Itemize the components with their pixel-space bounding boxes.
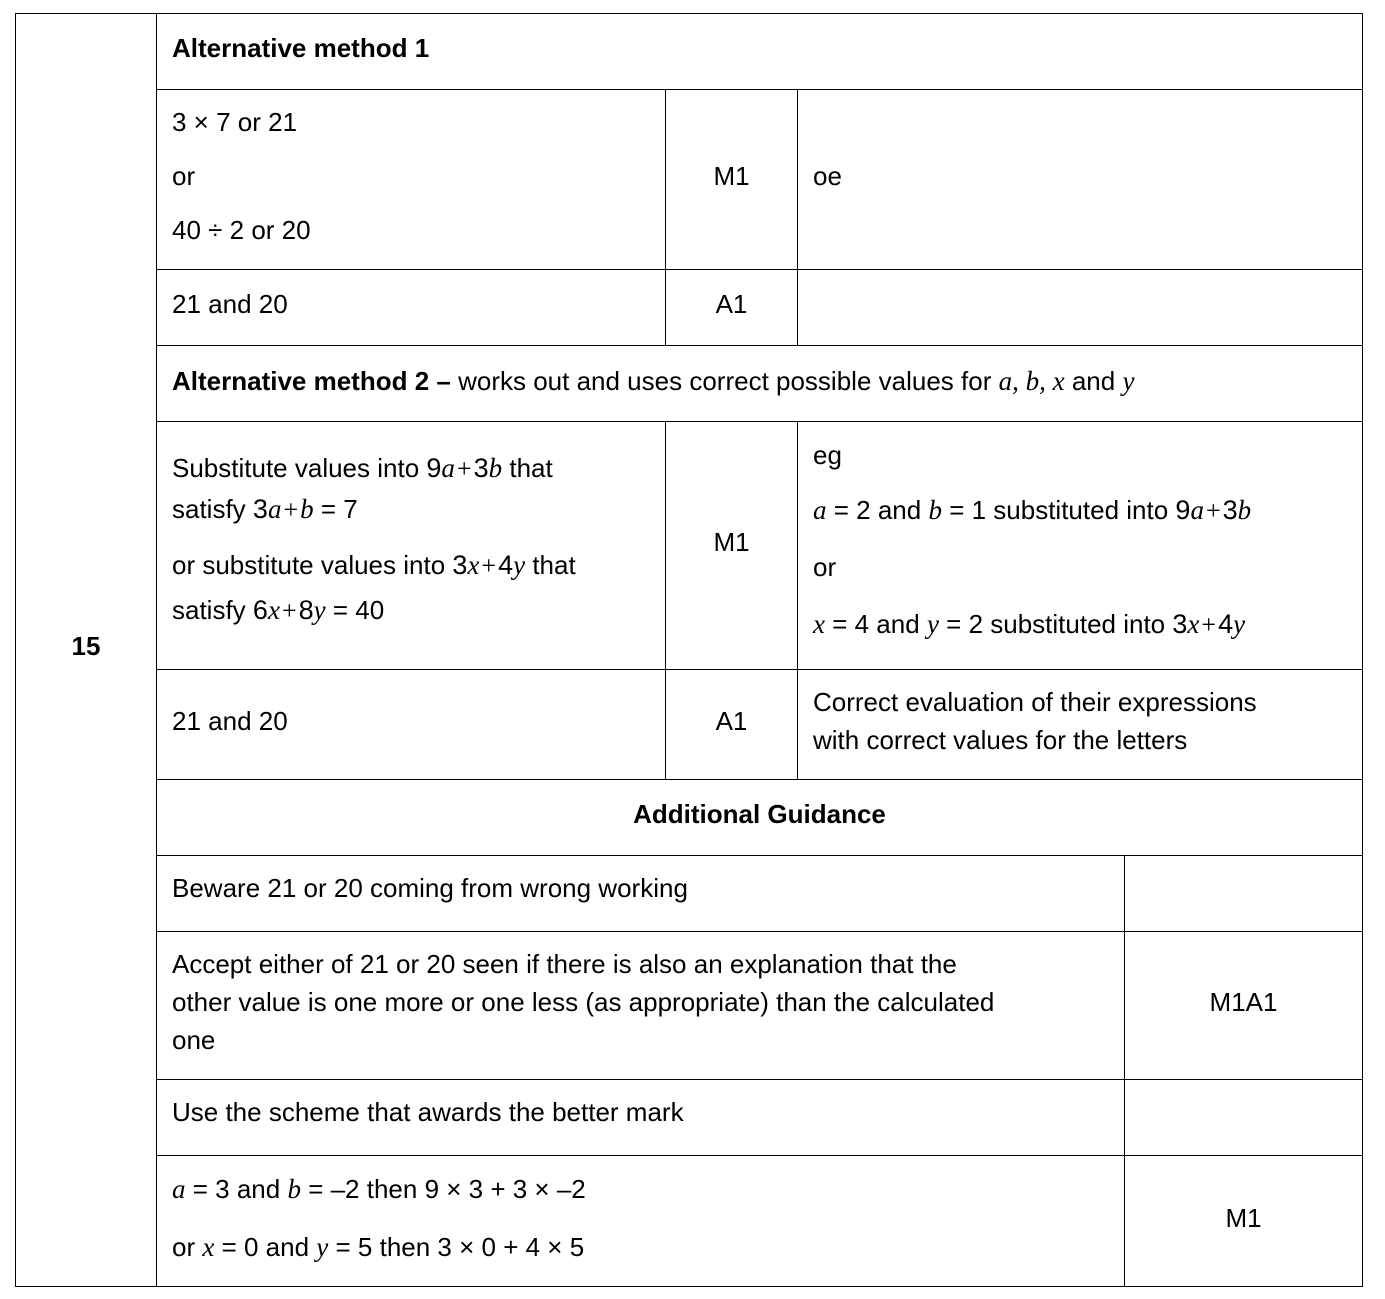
coef: 6 xyxy=(252,595,268,625)
text: = 3 and xyxy=(192,1174,281,1204)
row-divider xyxy=(156,779,1363,780)
text: = 7 xyxy=(320,494,358,524)
row-divider xyxy=(156,931,1363,932)
text: = –2 then 9 × 3 + 3 × –2 xyxy=(308,1174,586,1204)
guidance-text: Use the scheme that awards the better mark xyxy=(172,1097,684,1127)
method1-working xyxy=(172,212,311,250)
method2-working-line1 xyxy=(172,449,553,488)
plus-sign: + xyxy=(1205,496,1221,525)
var: y xyxy=(1233,609,1246,639)
var: a xyxy=(441,453,455,483)
var: a xyxy=(267,494,282,524)
table-border-right xyxy=(1362,13,1363,1287)
method2-comment-or: or xyxy=(813,552,837,582)
table-border-top xyxy=(15,13,1363,14)
row-divider xyxy=(156,1155,1363,1156)
method2-working-line4 xyxy=(172,591,384,630)
coef: 3 xyxy=(473,453,489,483)
column-divider xyxy=(156,13,157,1287)
method1-working xyxy=(172,104,297,142)
column-divider xyxy=(797,89,798,345)
question-number: 15 xyxy=(71,631,101,661)
var: b xyxy=(300,494,314,524)
method2-heading-last-var: y xyxy=(1122,366,1135,396)
text: = 1 substituted into xyxy=(949,495,1169,525)
var: x xyxy=(467,550,480,580)
method2-comment-line2 xyxy=(813,605,1245,644)
method1-working-line: or xyxy=(172,161,196,191)
row-divider xyxy=(156,669,1363,670)
var: b xyxy=(1237,495,1252,525)
text: that xyxy=(509,453,553,483)
text: Substitute values into xyxy=(172,453,420,483)
coef: 8 xyxy=(298,595,314,625)
method2-answer-comment-line1: Correct evaluation of their expressions xyxy=(813,687,1257,717)
var: x xyxy=(1187,609,1200,639)
column-divider xyxy=(797,421,798,779)
text: satisfy xyxy=(172,595,246,625)
coef: 4 xyxy=(1218,609,1234,639)
method2-heading xyxy=(172,362,1134,401)
var: x xyxy=(813,609,825,639)
var: y xyxy=(316,1232,329,1262)
guidance-example-line2 xyxy=(172,1228,584,1267)
var: b xyxy=(928,495,942,525)
method2-answer-mark: A1 xyxy=(715,706,748,736)
guidance-text-line1: Accept either of 21 or 20 seen if there is also an explanation that the xyxy=(172,949,957,979)
guidance-mark: M1A1 xyxy=(1209,987,1278,1017)
row-divider xyxy=(156,345,1363,346)
text: = 40 xyxy=(332,595,385,625)
var: x xyxy=(202,1232,215,1262)
plus-sign: + xyxy=(281,596,297,625)
guidance-example-line1 xyxy=(172,1170,586,1209)
plus-sign: + xyxy=(1201,610,1217,639)
guidance-text-line3: one xyxy=(172,1025,216,1055)
coef: 4 xyxy=(498,550,514,580)
row-divider xyxy=(156,855,1363,856)
method2-working-line2 xyxy=(172,490,358,529)
method2-comment-line1 xyxy=(813,491,1251,530)
plus-sign: + xyxy=(456,454,472,483)
text: = 2 substituted into xyxy=(946,609,1166,639)
method1-answer: 21 and 20 xyxy=(172,289,288,319)
method1-heading: Alternative method 1 xyxy=(172,33,430,63)
text: satisfy xyxy=(172,494,246,524)
var: a xyxy=(172,1174,186,1204)
method1-working-line: 3 × 7 or 21 xyxy=(172,107,298,137)
method1-mark: M1 xyxy=(713,161,750,191)
plus-sign: + xyxy=(283,495,299,524)
var: b xyxy=(488,453,503,483)
row-divider xyxy=(156,269,1363,270)
guidance-mark: M1 xyxy=(1225,1203,1262,1233)
text: or xyxy=(172,1232,196,1262)
var: b xyxy=(287,1174,301,1204)
method1-comment: oe xyxy=(813,161,842,191)
text: = 0 and xyxy=(221,1232,310,1262)
coef: 9 xyxy=(426,453,442,483)
table-border-bottom xyxy=(15,1286,1363,1287)
var: a xyxy=(813,495,827,525)
var: x xyxy=(267,595,280,625)
method2-heading-bold: Alternative method 2 – xyxy=(172,366,451,396)
row-divider xyxy=(156,421,1363,422)
method2-heading-and: and xyxy=(1071,366,1116,396)
plus-sign: + xyxy=(481,551,497,580)
method1-answer-mark: A1 xyxy=(715,289,748,319)
text: that xyxy=(532,550,576,580)
method2-answer-comment-line2: with correct values for the letters xyxy=(813,725,1188,755)
coef: 3 xyxy=(1222,495,1238,525)
text: = 5 then 3 × 0 + 4 × 5 xyxy=(335,1232,585,1262)
coef: 9 xyxy=(1175,495,1191,525)
var: y xyxy=(926,609,939,639)
method2-working-line3 xyxy=(172,546,576,585)
method2-heading-vars: a, b, x xyxy=(998,366,1065,396)
coef: 3 xyxy=(452,550,468,580)
row-divider xyxy=(156,1079,1363,1080)
guidance-heading: Additional Guidance xyxy=(633,799,886,829)
row-divider xyxy=(156,89,1363,90)
method2-comment-eg: eg xyxy=(813,440,842,470)
var: y xyxy=(513,550,526,580)
method1-working-line: 40 ÷ 2 or 20 xyxy=(172,215,311,245)
guidance-text-line2: other value is one more or one less (as appropriate) than the calculated xyxy=(172,987,995,1017)
guidance-text: Beware 21 or 20 coming from wrong working xyxy=(172,873,688,903)
coef: 3 xyxy=(252,494,268,524)
text: = 4 and xyxy=(832,609,920,639)
coef: 3 xyxy=(1172,609,1188,639)
text: or substitute values into xyxy=(172,550,446,580)
var: a xyxy=(1190,495,1204,525)
method2-heading-text: works out and uses correct possible values for xyxy=(458,366,992,396)
text: = 2 and xyxy=(833,495,922,525)
method2-mark: M1 xyxy=(713,527,750,557)
method2-answer: 21 and 20 xyxy=(172,706,288,736)
var: y xyxy=(313,595,326,625)
method1-working xyxy=(172,158,195,196)
